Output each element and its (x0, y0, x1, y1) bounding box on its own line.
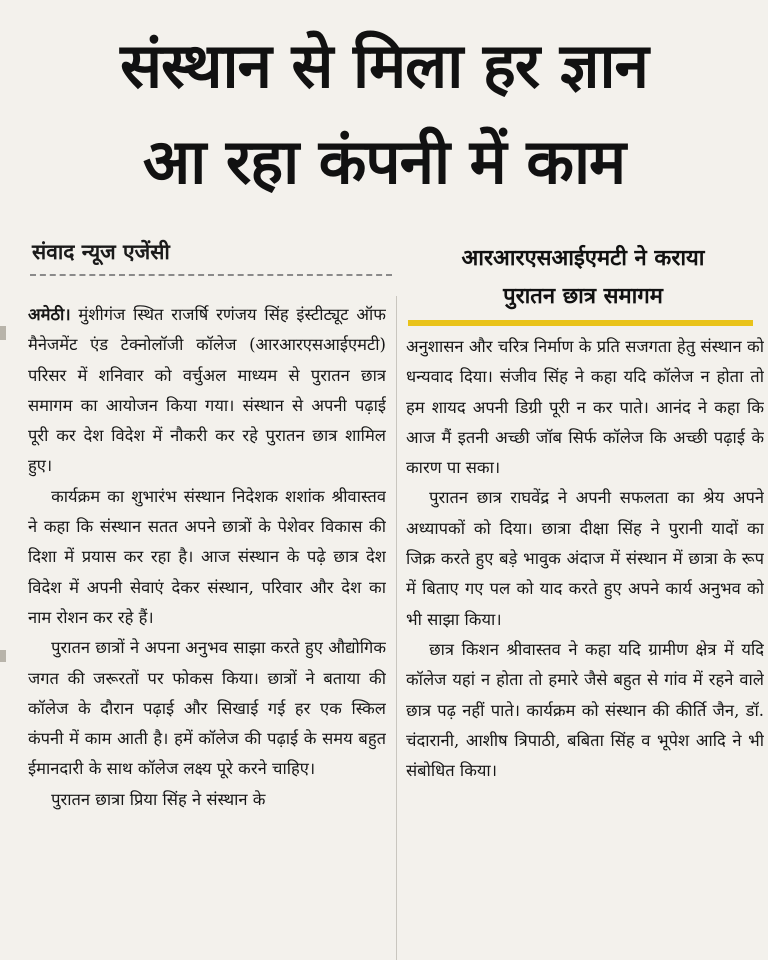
article-paragraph (28, 300, 386, 482)
article-paragraph: छात्र किशन श्रीवास्तव ने कहा यदि ग्रामीण क्षेत्र में यदि कॉलेज यहां न होता तो हमारे जैसे बहुत से गांव में रहने वाले छात्र पढ़ नहीं पाते। कार्यक्रम को संस्थान की कीर्ति जैन, डॉ. चंदारानी, आशीष त्रिपाठी, बबिता सिंह व भूपेश आदि ने भी संबोधित किया। (406, 639, 764, 781)
article-paragraph: पुरातन छात्र राघवेंद्र ने अपनी सफलता का श्रेय अपने अध्यापकों को दिया। छात्रा दीक्षा सिंह ने पुरानी यादों का जिक्र करते हुए बड़े भावुक अंदाज में संस्थान में छात्रा के रूप में बिताए गए पल को याद करते हुए अपने कार्य अनुभव को भी साझा किया। (406, 488, 764, 629)
article-paragraph: अनुशासन और चरित्र निर्माण के प्रति सजगता हेतु संस्थान को धन्यवाद दिया। संजीव सिंह ने कहा यदि कॉलेज न होता तो हम शायद अपनी डिग्री पूरी न कर पाते। आनंद ने कहा कि आज मैं इतनी अच्छी जॉब सिर्फ कॉलेज कि अच्छी पढ़ाई के कारण पा सका। (406, 337, 764, 478)
dateline: अमेठी। (28, 305, 71, 324)
headline-line-1: संस्थान से मिला हर ज्ञान (120, 29, 648, 102)
left-edge-mark (0, 650, 6, 662)
column-divider (396, 296, 397, 960)
sidebar-accent-bar (408, 320, 753, 326)
article-paragraph: कार्यक्रम का शुभारंभ संस्थान निदेशक शशांक श्रीवास्तव ने कहा कि संस्थान सतत अपने छात्रों के पेशेवर विकास की दिशा में प्रयास कर रहा है। आज संस्थान के पढ़े छात्र देश विदेश में अपनी सेवाएं देकर संस्थान, परिवार और देश का नाम रोशन कर रहे हैं। (28, 486, 386, 627)
article-column-left (28, 300, 386, 960)
sidebar-headline-line-2: पुरातन छात्र समागम (503, 284, 663, 309)
sidebar-headline (408, 240, 758, 316)
article-paragraph: पुरातन छात्रों ने अपना अनुभव साझा करते हुए औद्योगिक जगत की जरूरतों पर फोकस किया। छात्रों ने बताया की कॉलेज के दौरान पढ़ाई और सिखाई गई हर एक स्किल कंपनी में काम आती है। हमें कॉलेज की पढ़ाई के समय बहुत ईमानदारी के साथ कॉलेज लक्ष्य पूरे करने चाहिए। (28, 638, 386, 779)
headline (0, 18, 768, 210)
left-edge-mark (0, 326, 6, 340)
article-column-right (406, 332, 764, 960)
paragraph-text: मुंशीगंज स्थित राजर्षि रणंजय सिंह इंस्टीट्यूट ऑफ मैनेजमेंट एंड टेक्नोलॉजी कॉलेज (आरआरएसआईएमटी) परिसर में शनिवार को वर्चुअल माध्यम से पुरातन छात्र समागम का आयोजन किया गया। संस्थान से अपनी पढ़ाई पूरी कर देश विदेश में नौकरी कर रहे पुरातन छात्र शामिल हुए। (28, 305, 386, 476)
byline: संवाद न्यूज एजेंसी (32, 240, 170, 264)
byline-rule (30, 274, 392, 276)
headline-line-2: आ रहा कंपनी में काम (142, 125, 626, 198)
article-paragraph: पुरातन छात्रा प्रिया सिंह ने संस्थान के (51, 789, 266, 809)
sidebar-headline-line-1: आरआरएसआईएमटी ने कराया (461, 246, 705, 271)
